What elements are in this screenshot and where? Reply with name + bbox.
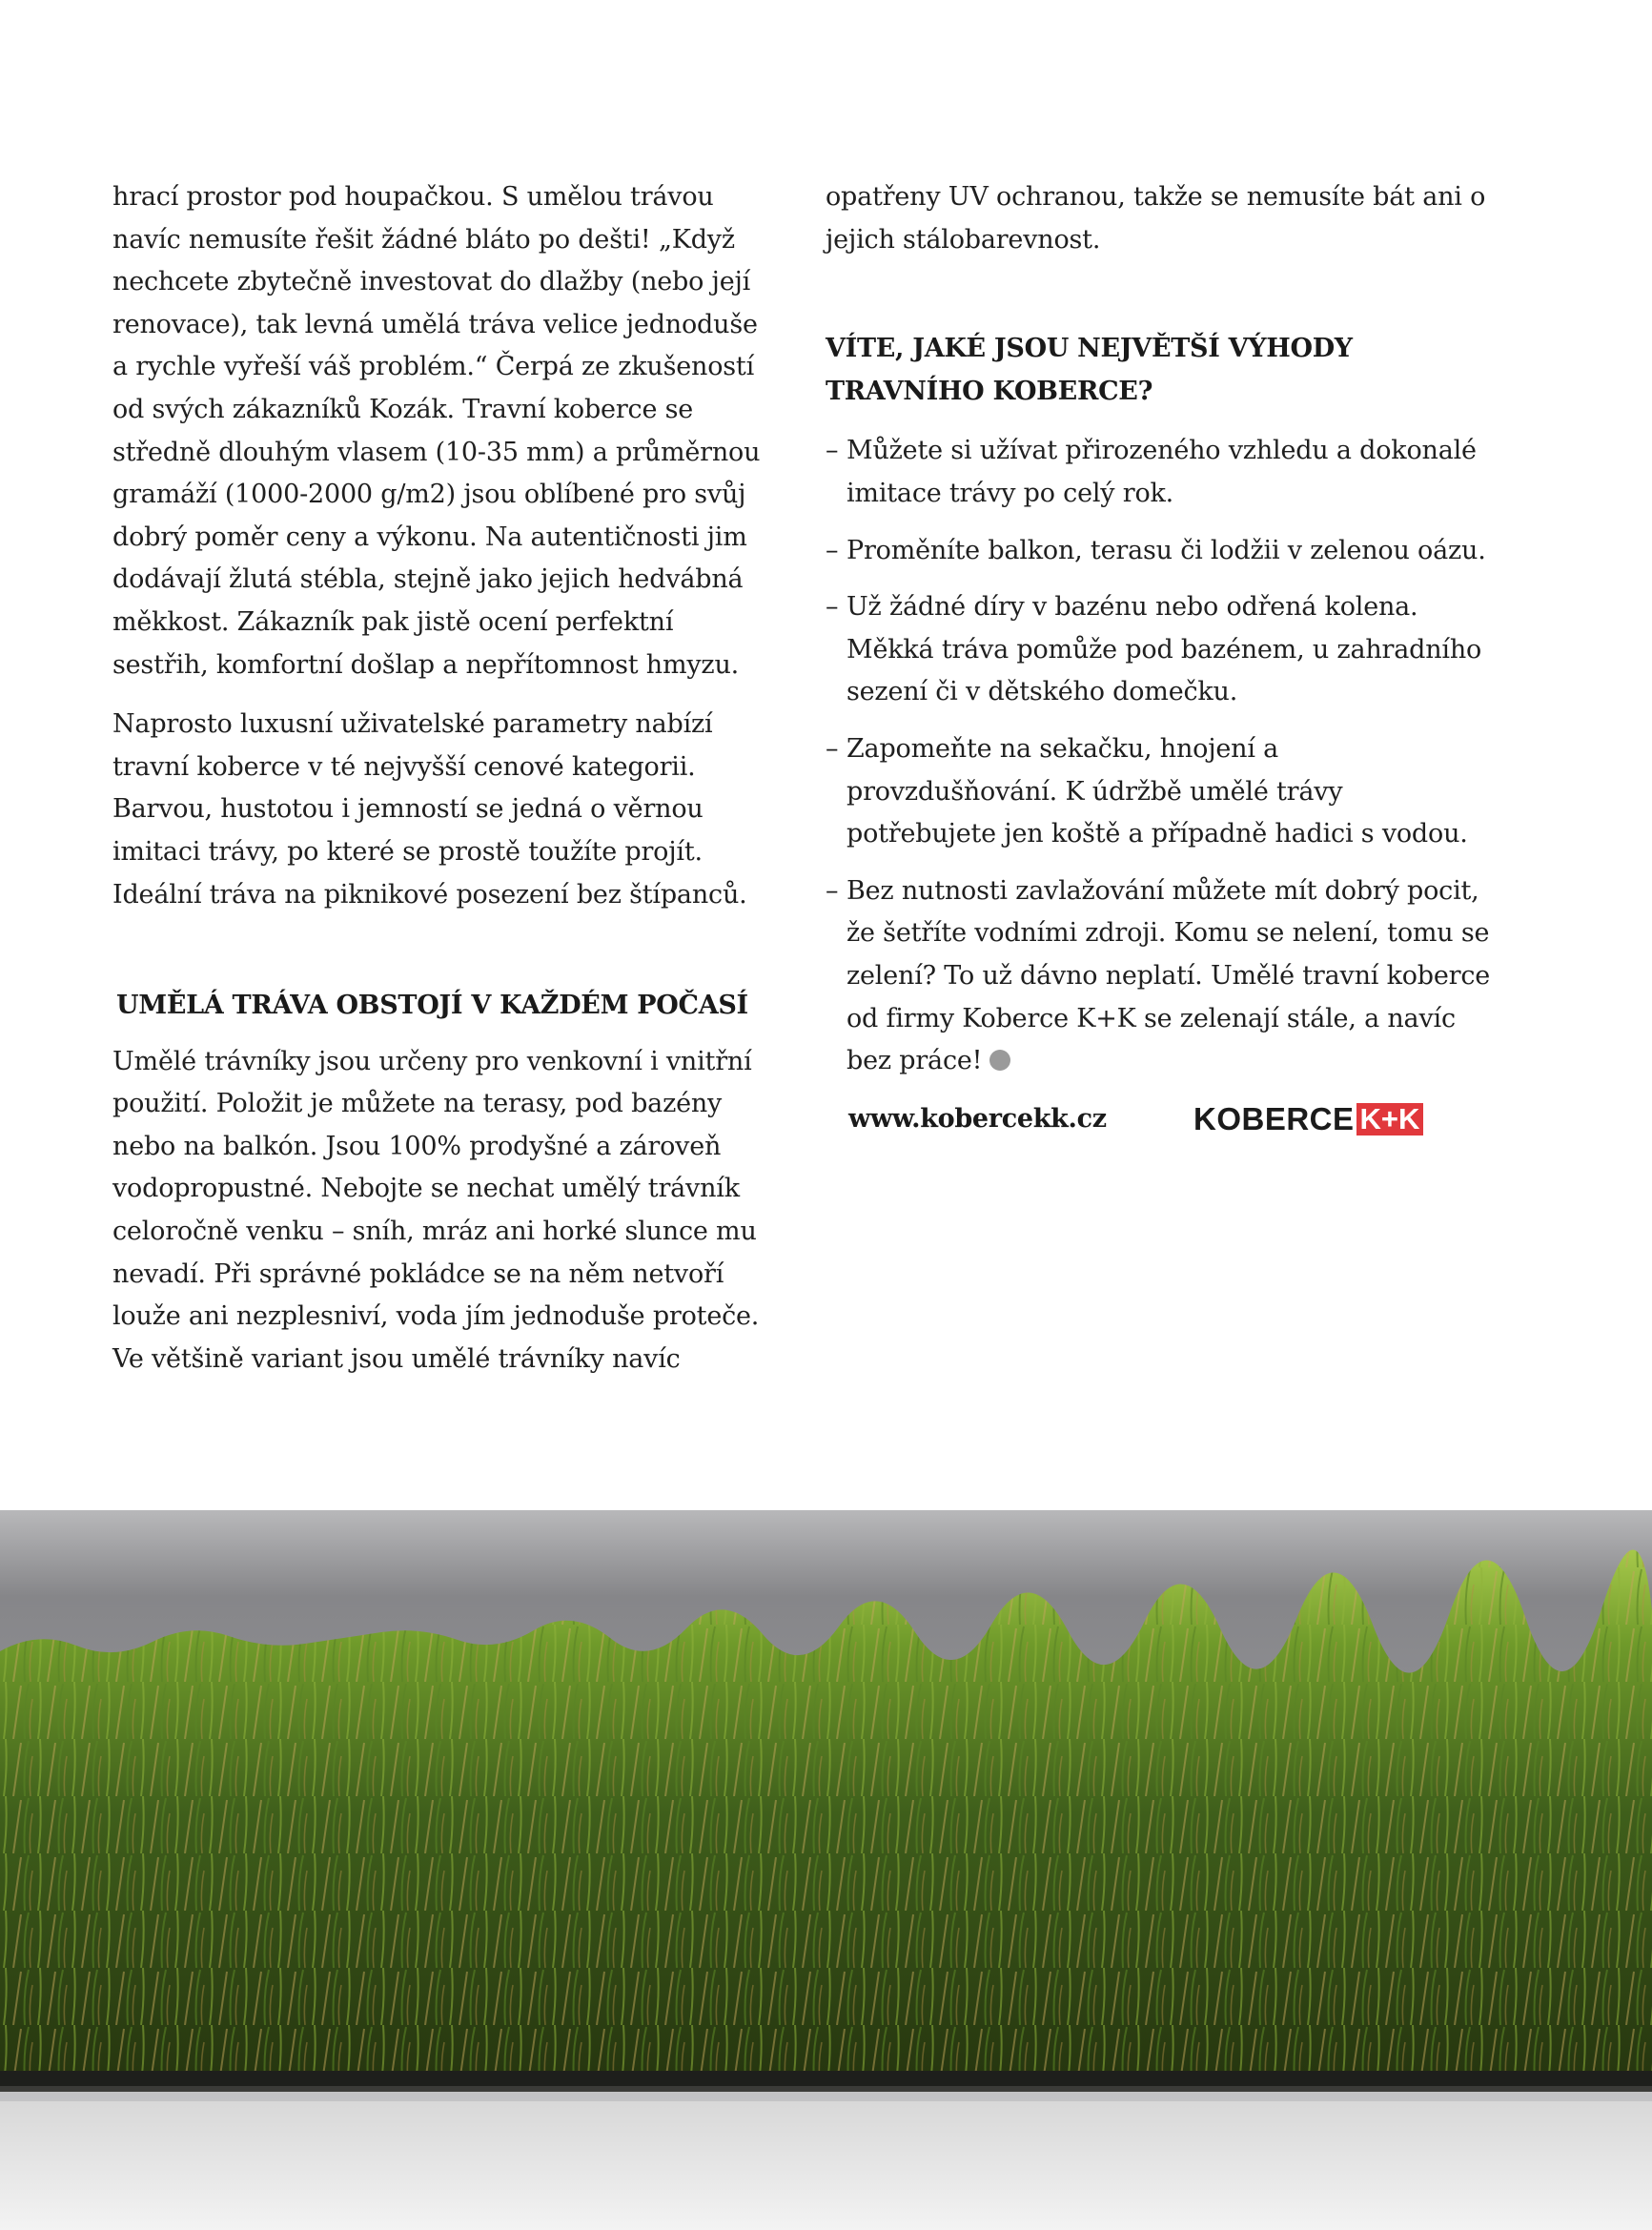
last-bullet-text: Bez nutnosti zavlažování můžete mít dobrý pocit, že šetříte vodními zdroji. Komu se nelení, tomu se zelení? To už dávno neplatí. Umělé travní koberce od firmy Koberce K+K se zelenají stále, a navíc bez práce! bbox=[846, 875, 1491, 1076]
list-item-text bbox=[846, 870, 1493, 1083]
koberce-kk-logo bbox=[1193, 1102, 1423, 1136]
list-item-text: Můžete si užívat přirozeného vzhledu a dokonalé imitace trávy po celý rok. bbox=[846, 436, 1477, 508]
list-item bbox=[826, 870, 1493, 1083]
list-item-text: Proměníte balkon, terasu či lodžii v zelenou oázu. bbox=[846, 535, 1486, 565]
section-heading-advantages: VÍTE, JAKÉ JSOU NEJVĚTŠÍ VÝHODY TRAVNÍHO KOBERCE? bbox=[826, 334, 1353, 406]
left-column bbox=[112, 176, 770, 1381]
body-paragraph: Umělé trávníky jsou určeny pro venkovní i vnitřní použití. Položit je můžete na terasy, pod bazény nebo na balkón. Jsou 100% prodyšné a zároveň vodopropustné. Nebojte se nechat umělý trávník celoročně venku – sníh, mráz ani horké slunce mu nevadí. Při správné pokládce se na něm netvoří louže ani nezplesniví, voda jím jednoduše proteče. Ve většině variant jsou umělé trávníky navíc bbox=[112, 1046, 760, 1374]
bullet-dash: – bbox=[826, 875, 839, 906]
section-heading-weather: UMĚLÁ TRÁVA OBSTOJÍ V KAŽDÉM POČASÍ bbox=[116, 991, 748, 1021]
list-item bbox=[826, 530, 1493, 573]
logo-wordmark: KOBERCE bbox=[1193, 1101, 1355, 1136]
list-item bbox=[826, 430, 1493, 515]
list-item-text: Už žádné díry v bazénu nebo odřená kolena. Měkká tráva pomůže pod bazénem, u zahradního sezení či v dětského domečku. bbox=[846, 592, 1482, 707]
bullet-dash: – bbox=[826, 733, 839, 764]
bullet-dash: – bbox=[826, 436, 839, 466]
logo-badge: K+K bbox=[1356, 1103, 1424, 1135]
bullet-dash: – bbox=[826, 592, 839, 623]
list-item-text: Zapomeňte na sekačku, hnojení a provzdušňování. K údržbě umělé trávy potřebujete jen koště a případně hadici s vodou. bbox=[846, 733, 1468, 849]
body-paragraph: opatřeny UV ochranou, takže se nemusíte bát ani o jejich stálobarevnost. bbox=[826, 182, 1486, 255]
bullet-dash: – bbox=[826, 535, 839, 565]
website-link[interactable]: www.kobercekk.cz bbox=[848, 1104, 1107, 1134]
footer bbox=[848, 1102, 1449, 1144]
end-mark-dot-icon bbox=[989, 1050, 1010, 1071]
list-item bbox=[826, 586, 1493, 714]
artificial-grass-photo-icon bbox=[0, 1510, 1652, 2230]
body-paragraph: hrací prostor pod houpačkou. S umělou trávou navíc nemusíte řešit žádné bláto po dešti! „Když nechcete zbytečně investovat do dlažby (nebo její renovace), tak levná umělá tráva velice jednoduše a rychle vyřeší váš problém.“ Čerpá ze zkušeností od svých zákazníků Kozák. Travní koberce se středně dlouhým vlasem (10-35 mm) a průměrnou gramáží (1000-2000 g/m2) jsou oblíbené pro svůj dobrý poměr ceny a výkonu. Na autentičnosti jim dodávají žlutá stébla, stejně jako jejich hedvábná měkkost. Zákazník pak jistě ocení perfektní sestřih, komfortní došlap a nepřítomnost hmyzu. bbox=[112, 182, 761, 680]
list-item bbox=[826, 728, 1493, 856]
body-paragraph: Naprosto luxusní uživatelské parametry nabízí travní koberce v té nejvyšší cenové kategorii. Barvou, hustotou i jemností se jedná o věrnou imitaci trávy, po které se prostě toužíte projít. Ideální tráva na piknikové posezení bez štípanců. bbox=[112, 709, 747, 910]
right-column bbox=[826, 176, 1493, 1097]
